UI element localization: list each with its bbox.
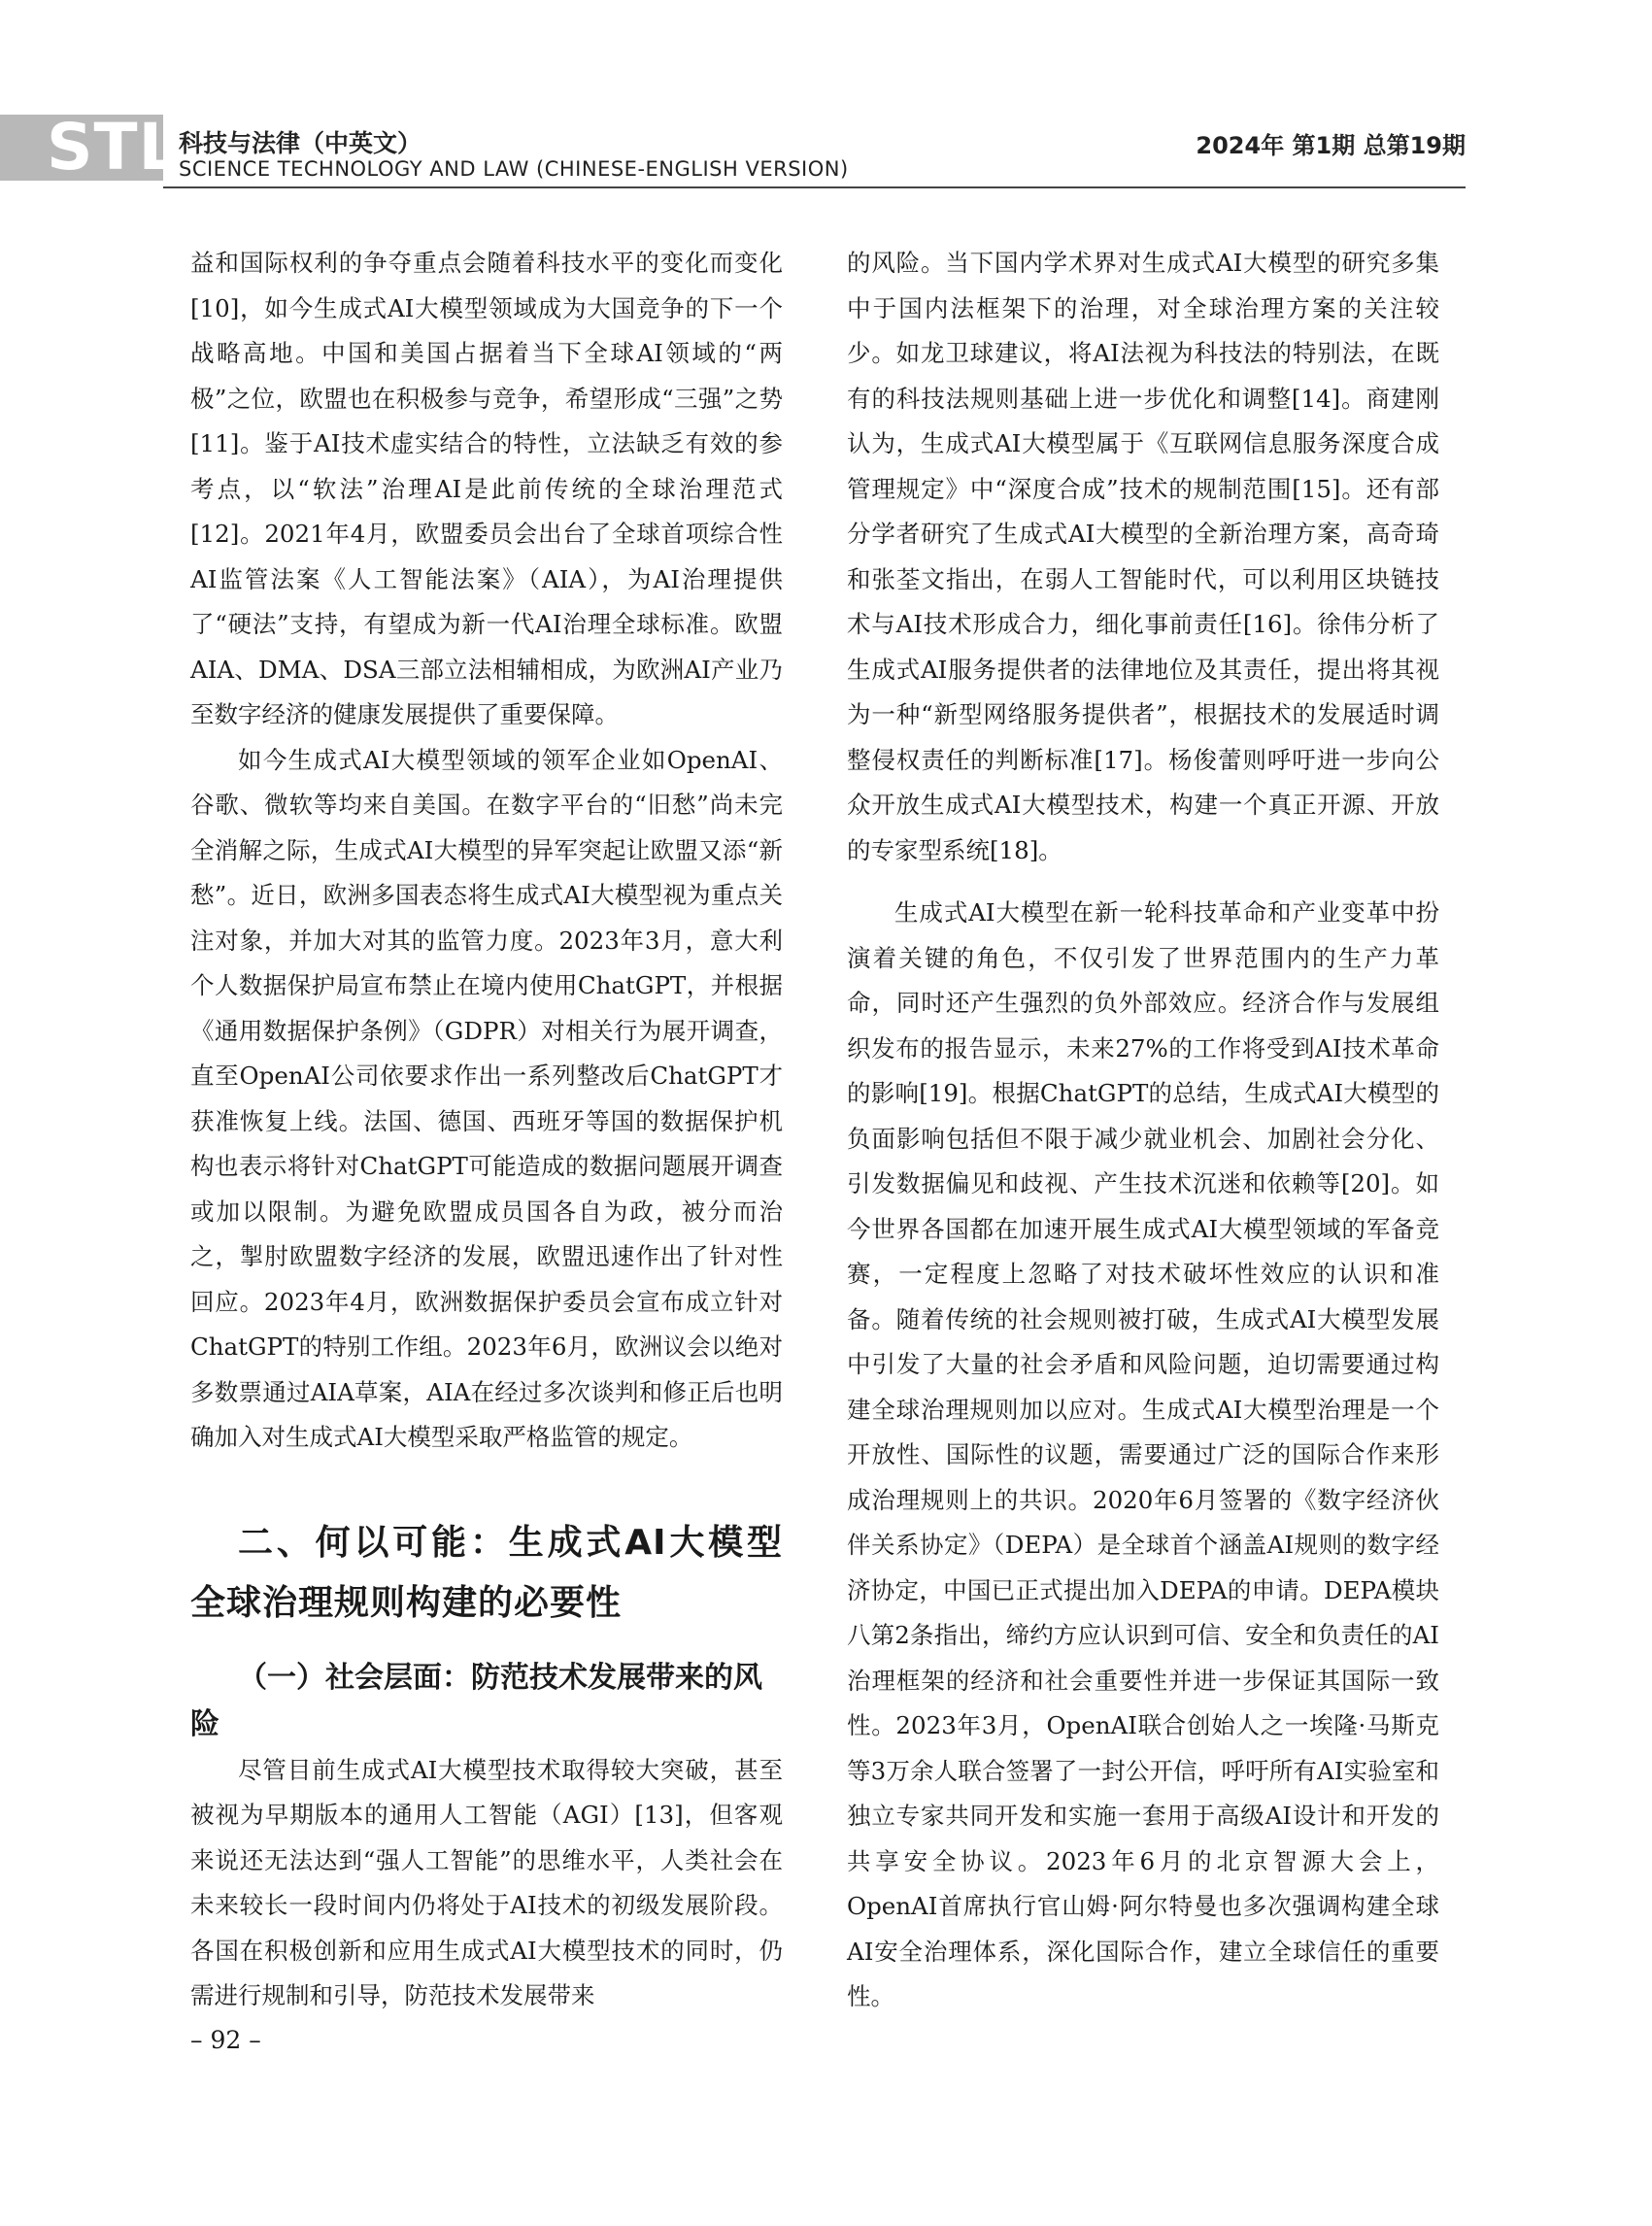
right-paragraph-2: 生成式AI大模型在新一轮科技革命和产业变革中扮演着关键的角色，不仅引发了世界范围内的生产力革命，同时还产生强烈的负外部效应。经济合作与发展组织发布的报告显示，未来27%的工作将受到AI技术革命的影响[19]。根据ChatGPT的总结，生成式AI大模型的负面影响包括但不限于减少就业机会、加剧社会分化、引发数据偏见和歧视、产生技术沉迷和依赖等[20]。如今世界各国都在加速开展生成式AI大模型领域的军备竞赛，一定程度上忽略了对技术破坏性效应的认识和准备。随着传统的社会规则被打破，生成式AI大模型发展中引发了大量的社会矛盾和风险问题，迫切需要通过构建全球治理规则加以应对。生成式AI大模型治理是一个开放性、国际性的议题，需要通过广泛的国际合作来形成治理规则上的共识。2020年6月签署的《数字经济伙伴关系协定》（DEPA）是全球首个涵盖AI规则的数字经济协定，中国已正式提出加入DEPA的申请。DEPA模块八第2条指出，缔约方应认识到可信、安全和负责任的AI治理框架的经济和社会重要性并进一步保证其国际一致性。2023年3月，OpenAI联合创始人之一埃隆·马斯克等3万余人联合签署了一封公开信，呼吁所有AI实验室和独立专家共同开发和实施一套用于高级AI设计和开发的共享安全协议。2023年6月的北京智源大会上，OpenAI首席执行官山姆·阿尔特曼也多次强调构建全球AI安全治理体系，深化国际合作，建立全球信任的重要性。 [847, 898, 1439, 2010]
issue-info: 2024年 第1期 总第19期 [1196, 132, 1466, 159]
left-paragraph-3: 尽管目前生成式AI大模型技术取得较大突破，甚至被视为早期版本的通用人工智能（AGI）[13]，但客观来说还无法达到“强人工智能”的思维水平，人类社会在未来较长一段时间内仍将处于AI技术的初级发展阶段。各国在积极创新和应用生成式AI大模型技术的同时，仍需进行规制和引导，防范技术发展带来 [190, 1755, 783, 2009]
page-number: – 92 – [190, 2026, 261, 2054]
section-heading: 二、何以可能：生成式AI大模型全球治理规则构建的必要性 [190, 1522, 783, 1623]
journal-title-cn: 科技与法律（中英文） [179, 129, 422, 157]
logo-text: STL [47, 110, 181, 185]
header-divider [163, 186, 1466, 188]
right-column [847, 241, 1439, 2020]
subsection-heading: （一）社会层面：防范技术发展带来的风险 [190, 1660, 762, 1741]
left-paragraph-2: 如今生成式AI大模型领域的领军企业如OpenAI、谷歌、微软等均来自美国。在数字平台的“旧愁”尚未完全消解之际，生成式AI大模型的异军突起让欧盟又添“新愁”。近日，欧洲多国表态将生成式AI大模型视为重点关注对象，并加大对其的监管力度。2023年3月，意大利个人数据保护局宣布禁止在境内使用ChatGPT，并根据《通用数据保护条例》（GDPR）对相关行为展开调查，直至OpenAI公司依要求作出一系列整改后ChatGPT才获准恢复上线。法国、德国、西班牙等国的数据保护机构也表示将针对ChatGPT可能造成的数据问题展开调查或加以限制。为避免欧盟成员国各自为政，被分而治之，掣肘欧盟数字经济的发展，欧盟迅速作出了针对性回应。2023年4月，欧洲数据保护委员会宣布成立针对ChatGPT的特别工作组。2023年6月，欧洲议会以绝对多数票通过AIA草案，AIA在经过多次谈判和修正后也明确加入对生成式AI大模型采取严格监管的规定。 [190, 745, 783, 1451]
journal-title-en: SCIENCE TECHNOLOGY AND LAW (CHINESE-ENGLISH VERSION) [179, 157, 849, 181]
left-paragraph-1: 益和国际权利的争夺重点会随着科技水平的变化而变化[10]，如今生成式AI大模型领域成为大国竞争的下一个战略高地。中国和美国占据着当下全球AI领域的“两极”之位，欧盟也在积极参与竞争，希望形成“三强”之势[11]。鉴于AI技术虚实结合的特性，立法缺乏有效的参考点，以“软法”治理AI是此前传统的全球治理范式[12]。2021年4月，欧盟委员会出台了全球首项综合性AI监管法案《人工智能法案》（AIA），为AI治理提供了“硬法”支持，有望成为新一代AI治理全球标准。欧盟AIA、DMA、DSA三部立法相辅相成，为欧洲AI产业乃至数字经济的健康发展提供了重要保障。 [190, 249, 783, 728]
page-header [0, 110, 1652, 192]
right-paragraph-1: 的风险。当下国内学术界对生成式AI大模型的研究多集中于国内法框架下的治理，对全球治理方案的关注较少。如龙卫球建议，将AI法视为科技法的特别法，在既有的科技法规则基础上进一步优化和调整[14]。商建刚认为，生成式AI大模型属于《互联网信息服务深度合成管理规定》中“深度合成”技术的规制范围[15]。还有部分学者研究了生成式AI大模型的全新治理方案，高奇琦和张荃文指出，在弱人工智能时代，可以利用区块链技术与AI技术形成合力，细化事前责任[16]。徐伟分析了生成式AI服务提供者的法律地位及其责任，提出将其视为一种“新型网络服务提供者”，根据技术的发展适时调整侵权责任的判断标准[17]。杨俊蕾则呼吁进一步向公众开放生成式AI大模型技术，构建一个真正开源、开放的专家型系统[18]。 [847, 249, 1439, 864]
left-column [190, 241, 783, 2019]
journal-logo [0, 110, 181, 185]
